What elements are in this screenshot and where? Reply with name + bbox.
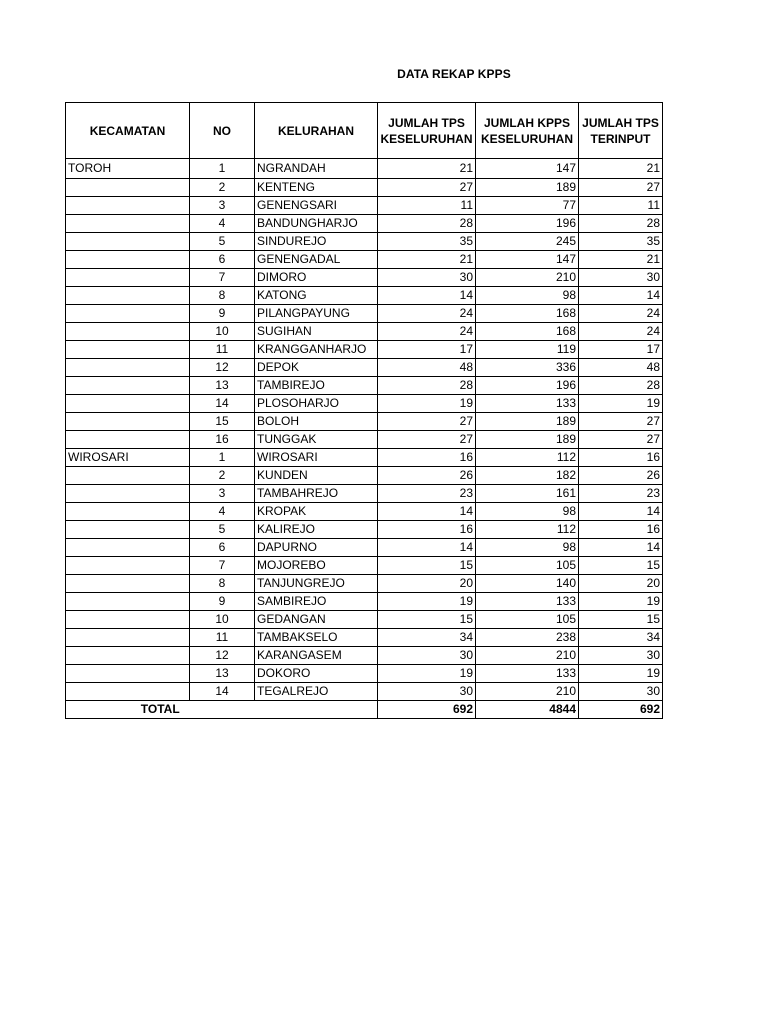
cell-kecamatan [66, 233, 190, 251]
total-tps: 692 [378, 701, 476, 719]
cell-tps-total: 28 [378, 377, 476, 395]
cell-no: 11 [190, 629, 255, 647]
cell-tps-total: 27 [378, 179, 476, 197]
cell-tps-total: 26 [378, 467, 476, 485]
cell-tps-total: 17 [378, 341, 476, 359]
cell-kelurahan: TEGALREJO [255, 683, 378, 701]
cell-kpps-total: 210 [476, 269, 579, 287]
cell-kpps-total: 147 [476, 251, 579, 269]
cell-no: 4 [190, 503, 255, 521]
cell-kecamatan [66, 341, 190, 359]
total-spacer [255, 701, 378, 719]
cell-kecamatan [66, 467, 190, 485]
cell-tps-input: 16 [579, 521, 663, 539]
table-row [66, 359, 663, 377]
cell-kpps-total: 245 [476, 233, 579, 251]
cell-tps-total: 23 [378, 485, 476, 503]
cell-tps-input: 28 [579, 215, 663, 233]
cell-tps-input: 11 [579, 197, 663, 215]
cell-kpps-total: 105 [476, 611, 579, 629]
cell-tps-total: 16 [378, 521, 476, 539]
cell-kpps-total: 210 [476, 683, 579, 701]
cell-tps-total: 15 [378, 557, 476, 575]
cell-kpps-total: 133 [476, 665, 579, 683]
cell-no: 9 [190, 593, 255, 611]
cell-tps-input: 15 [579, 557, 663, 575]
cell-tps-input: 27 [579, 179, 663, 197]
cell-kpps-total: 189 [476, 179, 579, 197]
cell-tps-total: 21 [378, 159, 476, 179]
cell-kecamatan [66, 647, 190, 665]
cell-tps-total: 14 [378, 287, 476, 305]
cell-kpps-total: 105 [476, 557, 579, 575]
cell-kecamatan [66, 395, 190, 413]
cell-no: 1 [190, 159, 255, 179]
header-kpps-total: JUMLAH KPPS KESELURUHAN [476, 103, 579, 159]
cell-kelurahan: TAMBAHREJO [255, 485, 378, 503]
cell-no: 14 [190, 395, 255, 413]
table-row [66, 269, 663, 287]
header-tps-total: JUMLAH TPS KESELURUHAN [378, 103, 476, 159]
cell-kpps-total: 238 [476, 629, 579, 647]
cell-kpps-total: 147 [476, 159, 579, 179]
cell-kelurahan: TUNGGAK [255, 431, 378, 449]
table-row [66, 233, 663, 251]
kpps-recap-table [65, 102, 663, 719]
table-row [66, 665, 663, 683]
cell-kpps-total: 98 [476, 539, 579, 557]
cell-no: 2 [190, 179, 255, 197]
cell-kpps-total: 133 [476, 593, 579, 611]
cell-kecamatan [66, 215, 190, 233]
cell-kpps-total: 168 [476, 323, 579, 341]
cell-tps-input: 19 [579, 665, 663, 683]
cell-kecamatan [66, 305, 190, 323]
cell-no: 10 [190, 323, 255, 341]
cell-tps-input: 28 [579, 377, 663, 395]
cell-kecamatan [66, 413, 190, 431]
page-title: DATA REKAP KPPS [397, 67, 511, 81]
table-header [66, 103, 663, 159]
table-row [66, 503, 663, 521]
cell-no: 13 [190, 665, 255, 683]
cell-kelurahan: PLOSOHARJO [255, 395, 378, 413]
cell-tps-total: 27 [378, 413, 476, 431]
cell-tps-input: 14 [579, 287, 663, 305]
cell-kelurahan: PILANGPAYUNG [255, 305, 378, 323]
cell-tps-input: 30 [579, 683, 663, 701]
header-no: NO [190, 103, 255, 159]
cell-kpps-total: 196 [476, 215, 579, 233]
cell-no: 6 [190, 539, 255, 557]
cell-kelurahan: SAMBIREJO [255, 593, 378, 611]
cell-tps-total: 24 [378, 323, 476, 341]
cell-kelurahan: TANJUNGREJO [255, 575, 378, 593]
cell-kecamatan [66, 269, 190, 287]
table-row [66, 395, 663, 413]
cell-kelurahan: KRANGGANHARJO [255, 341, 378, 359]
cell-kelurahan: KALIREJO [255, 521, 378, 539]
table-row [66, 575, 663, 593]
cell-tps-total: 28 [378, 215, 476, 233]
table-row [66, 647, 663, 665]
cell-no: 7 [190, 557, 255, 575]
cell-tps-total: 19 [378, 395, 476, 413]
cell-kelurahan: SUGIHAN [255, 323, 378, 341]
table-row [66, 593, 663, 611]
cell-no: 5 [190, 521, 255, 539]
cell-kecamatan [66, 611, 190, 629]
table-footer [66, 701, 663, 719]
cell-no: 12 [190, 647, 255, 665]
total-row [66, 701, 663, 719]
cell-kecamatan [66, 593, 190, 611]
cell-kecamatan: TOROH [66, 159, 190, 179]
cell-no: 3 [190, 197, 255, 215]
cell-no: 8 [190, 287, 255, 305]
table-row [66, 305, 663, 323]
cell-kpps-total: 112 [476, 521, 579, 539]
cell-kelurahan: DIMORO [255, 269, 378, 287]
table-row [66, 287, 663, 305]
cell-kecamatan [66, 629, 190, 647]
cell-no: 2 [190, 467, 255, 485]
table-row [66, 557, 663, 575]
cell-kpps-total: 77 [476, 197, 579, 215]
total-label: TOTAL [66, 701, 255, 719]
cell-tps-total: 19 [378, 665, 476, 683]
cell-no: 15 [190, 413, 255, 431]
cell-tps-input: 24 [579, 323, 663, 341]
cell-kecamatan [66, 539, 190, 557]
cell-no: 10 [190, 611, 255, 629]
cell-no: 7 [190, 269, 255, 287]
cell-no: 12 [190, 359, 255, 377]
cell-tps-input: 26 [579, 467, 663, 485]
cell-kpps-total: 336 [476, 359, 579, 377]
cell-tps-input: 17 [579, 341, 663, 359]
cell-tps-total: 20 [378, 575, 476, 593]
cell-kpps-total: 189 [476, 413, 579, 431]
cell-tps-input: 30 [579, 647, 663, 665]
cell-tps-input: 27 [579, 413, 663, 431]
cell-tps-total: 35 [378, 233, 476, 251]
cell-kpps-total: 112 [476, 449, 579, 467]
cell-tps-total: 15 [378, 611, 476, 629]
cell-no: 11 [190, 341, 255, 359]
cell-tps-total: 14 [378, 539, 476, 557]
cell-tps-total: 11 [378, 197, 476, 215]
cell-tps-input: 27 [579, 431, 663, 449]
table-row [66, 521, 663, 539]
table-row [66, 159, 663, 179]
cell-kelurahan: MOJOREBO [255, 557, 378, 575]
table-row [66, 179, 663, 197]
cell-kecamatan [66, 323, 190, 341]
cell-kelurahan: DOKORO [255, 665, 378, 683]
cell-kelurahan: GEDANGAN [255, 611, 378, 629]
cell-kelurahan: NGRANDAH [255, 159, 378, 179]
cell-kelurahan: GENENGADAL [255, 251, 378, 269]
cell-kpps-total: 98 [476, 503, 579, 521]
cell-kpps-total: 161 [476, 485, 579, 503]
cell-no: 13 [190, 377, 255, 395]
cell-tps-input: 21 [579, 159, 663, 179]
table-row [66, 611, 663, 629]
cell-tps-total: 16 [378, 449, 476, 467]
cell-kpps-total: 196 [476, 377, 579, 395]
cell-kecamatan [66, 575, 190, 593]
cell-no: 3 [190, 485, 255, 503]
cell-tps-total: 30 [378, 683, 476, 701]
table-row [66, 377, 663, 395]
cell-kecamatan: WIROSARI [66, 449, 190, 467]
cell-kpps-total: 133 [476, 395, 579, 413]
cell-kpps-total: 140 [476, 575, 579, 593]
cell-no: 5 [190, 233, 255, 251]
cell-tps-input: 23 [579, 485, 663, 503]
header-kecamatan: KECAMATAN [66, 103, 190, 159]
cell-tps-total: 21 [378, 251, 476, 269]
total-kpps: 4844 [476, 701, 579, 719]
total-input: 692 [579, 701, 663, 719]
cell-tps-total: 30 [378, 647, 476, 665]
cell-tps-total: 27 [378, 431, 476, 449]
cell-kecamatan [66, 521, 190, 539]
cell-kelurahan: BANDUNGHARJO [255, 215, 378, 233]
cell-no: 14 [190, 683, 255, 701]
cell-tps-input: 24 [579, 305, 663, 323]
table-row [66, 485, 663, 503]
cell-kpps-total: 119 [476, 341, 579, 359]
header-tps-input: JUMLAH TPS TERINPUT [579, 103, 663, 159]
cell-kelurahan: KROPAK [255, 503, 378, 521]
cell-tps-input: 48 [579, 359, 663, 377]
table-row [66, 251, 663, 269]
cell-tps-total: 14 [378, 503, 476, 521]
cell-tps-input: 15 [579, 611, 663, 629]
cell-kecamatan [66, 503, 190, 521]
header-row [66, 103, 663, 159]
cell-tps-input: 34 [579, 629, 663, 647]
cell-kelurahan: KENTENG [255, 179, 378, 197]
cell-no: 9 [190, 305, 255, 323]
cell-tps-total: 19 [378, 593, 476, 611]
cell-kelurahan: KATONG [255, 287, 378, 305]
cell-tps-input: 21 [579, 251, 663, 269]
cell-kecamatan [66, 557, 190, 575]
cell-tps-input: 35 [579, 233, 663, 251]
cell-tps-input: 14 [579, 503, 663, 521]
table-row [66, 431, 663, 449]
header-kelurahan: KELURAHAN [255, 103, 378, 159]
cell-kecamatan [66, 485, 190, 503]
cell-kelurahan: TAMBIREJO [255, 377, 378, 395]
cell-kpps-total: 168 [476, 305, 579, 323]
cell-tps-input: 14 [579, 539, 663, 557]
cell-kelurahan: KARANGASEM [255, 647, 378, 665]
cell-kpps-total: 210 [476, 647, 579, 665]
cell-kecamatan [66, 197, 190, 215]
cell-kelurahan: TAMBAKSELO [255, 629, 378, 647]
cell-kelurahan: DAPURNO [255, 539, 378, 557]
table-row [66, 449, 663, 467]
cell-no: 16 [190, 431, 255, 449]
table-row [66, 629, 663, 647]
table-row [66, 539, 663, 557]
cell-kelurahan: GENENGSARI [255, 197, 378, 215]
cell-tps-total: 24 [378, 305, 476, 323]
table-row [66, 341, 663, 359]
cell-kecamatan [66, 179, 190, 197]
cell-no: 8 [190, 575, 255, 593]
cell-kelurahan: BOLOH [255, 413, 378, 431]
table-row [66, 467, 663, 485]
cell-no: 6 [190, 251, 255, 269]
cell-tps-input: 19 [579, 593, 663, 611]
table-row [66, 215, 663, 233]
cell-kelurahan: SINDUREJO [255, 233, 378, 251]
cell-tps-total: 30 [378, 269, 476, 287]
cell-kpps-total: 182 [476, 467, 579, 485]
cell-no: 4 [190, 215, 255, 233]
cell-no: 1 [190, 449, 255, 467]
cell-kecamatan [66, 287, 190, 305]
cell-kpps-total: 98 [476, 287, 579, 305]
cell-tps-input: 19 [579, 395, 663, 413]
cell-tps-input: 30 [579, 269, 663, 287]
table-row [66, 413, 663, 431]
cell-tps-total: 34 [378, 629, 476, 647]
table-row [66, 323, 663, 341]
cell-kecamatan [66, 377, 190, 395]
cell-kelurahan: KUNDEN [255, 467, 378, 485]
cell-tps-input: 20 [579, 575, 663, 593]
cell-tps-input: 16 [579, 449, 663, 467]
table-row [66, 683, 663, 701]
cell-kecamatan [66, 683, 190, 701]
cell-kpps-total: 189 [476, 431, 579, 449]
cell-kecamatan [66, 431, 190, 449]
cell-kecamatan [66, 251, 190, 269]
cell-kecamatan [66, 665, 190, 683]
cell-kelurahan: DEPOK [255, 359, 378, 377]
table-body [66, 159, 663, 701]
cell-tps-total: 48 [378, 359, 476, 377]
cell-kelurahan: WIROSARI [255, 449, 378, 467]
table-row [66, 197, 663, 215]
cell-kecamatan [66, 359, 190, 377]
